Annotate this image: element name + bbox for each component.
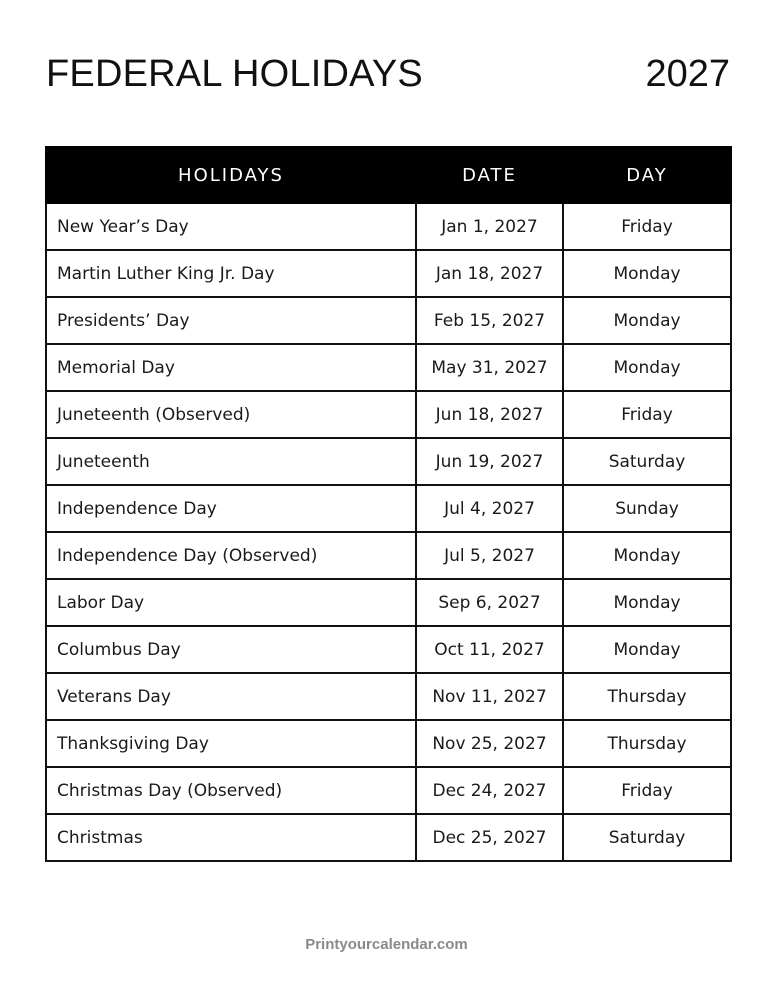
table-row (46, 485, 731, 532)
column-header-day: DAY (563, 147, 731, 203)
holiday-name: Memorial Day (46, 344, 416, 391)
table-row (46, 579, 731, 626)
column-header-holidays: HOLIDAYS (46, 147, 416, 203)
table-row (46, 344, 731, 391)
holiday-date: May 31, 2027 (416, 344, 563, 391)
holiday-date: Nov 11, 2027 (416, 673, 563, 720)
page-title: FEDERAL HOLIDAYS (46, 53, 423, 95)
holiday-day: Thursday (563, 673, 731, 720)
holiday-date: Feb 15, 2027 (416, 297, 563, 344)
holiday-date: Jun 18, 2027 (416, 391, 563, 438)
table-row (46, 391, 731, 438)
holiday-name: Christmas (46, 814, 416, 861)
holiday-day: Monday (563, 626, 731, 673)
holiday-date: Dec 25, 2027 (416, 814, 563, 861)
holiday-day: Saturday (563, 814, 731, 861)
holiday-day: Monday (563, 344, 731, 391)
holiday-name: Martin Luther King Jr. Day (46, 250, 416, 297)
holidays-table (45, 146, 732, 862)
holiday-day: Thursday (563, 720, 731, 767)
holiday-day: Friday (563, 391, 731, 438)
holiday-day: Monday (563, 250, 731, 297)
holiday-date: Jan 18, 2027 (416, 250, 563, 297)
holiday-date: Nov 25, 2027 (416, 720, 563, 767)
holiday-name: Juneteenth (46, 438, 416, 485)
holiday-date: Oct 11, 2027 (416, 626, 563, 673)
table-row (46, 720, 731, 767)
holiday-date: Sep 6, 2027 (416, 579, 563, 626)
table-row (46, 673, 731, 720)
holiday-name: Christmas Day (Observed) (46, 767, 416, 814)
holiday-name: Veterans Day (46, 673, 416, 720)
column-header-date: DATE (416, 147, 563, 203)
holiday-date: Jan 1, 2027 (416, 203, 563, 250)
year-label: 2027 (645, 53, 730, 95)
page-header (46, 50, 730, 98)
table-row (46, 203, 731, 250)
holiday-day: Monday (563, 297, 731, 344)
holiday-name: Independence Day (46, 485, 416, 532)
holiday-date: Jun 19, 2027 (416, 438, 563, 485)
holiday-day: Sunday (563, 485, 731, 532)
table-row (46, 250, 731, 297)
table-row (46, 438, 731, 485)
holiday-day: Saturday (563, 438, 731, 485)
holiday-name: New Year’s Day (46, 203, 416, 250)
holiday-day: Monday (563, 579, 731, 626)
holiday-date: Dec 24, 2027 (416, 767, 563, 814)
table-row (46, 626, 731, 673)
holiday-date: Jul 5, 2027 (416, 532, 563, 579)
table-row (46, 814, 731, 861)
table-row (46, 532, 731, 579)
holiday-date: Jul 4, 2027 (416, 485, 563, 532)
holiday-day: Monday (563, 532, 731, 579)
holiday-name: Presidents’ Day (46, 297, 416, 344)
footer-site-credit: Printyourcalendar.com (305, 936, 468, 953)
holiday-name: Juneteenth (Observed) (46, 391, 416, 438)
table-row (46, 297, 731, 344)
holiday-name: Labor Day (46, 579, 416, 626)
holiday-name: Columbus Day (46, 626, 416, 673)
holiday-day: Friday (563, 203, 731, 250)
table-header-row (46, 147, 731, 203)
table-row (46, 767, 731, 814)
holiday-name: Thanksgiving Day (46, 720, 416, 767)
holiday-name: Independence Day (Observed) (46, 532, 416, 579)
holiday-day: Friday (563, 767, 731, 814)
